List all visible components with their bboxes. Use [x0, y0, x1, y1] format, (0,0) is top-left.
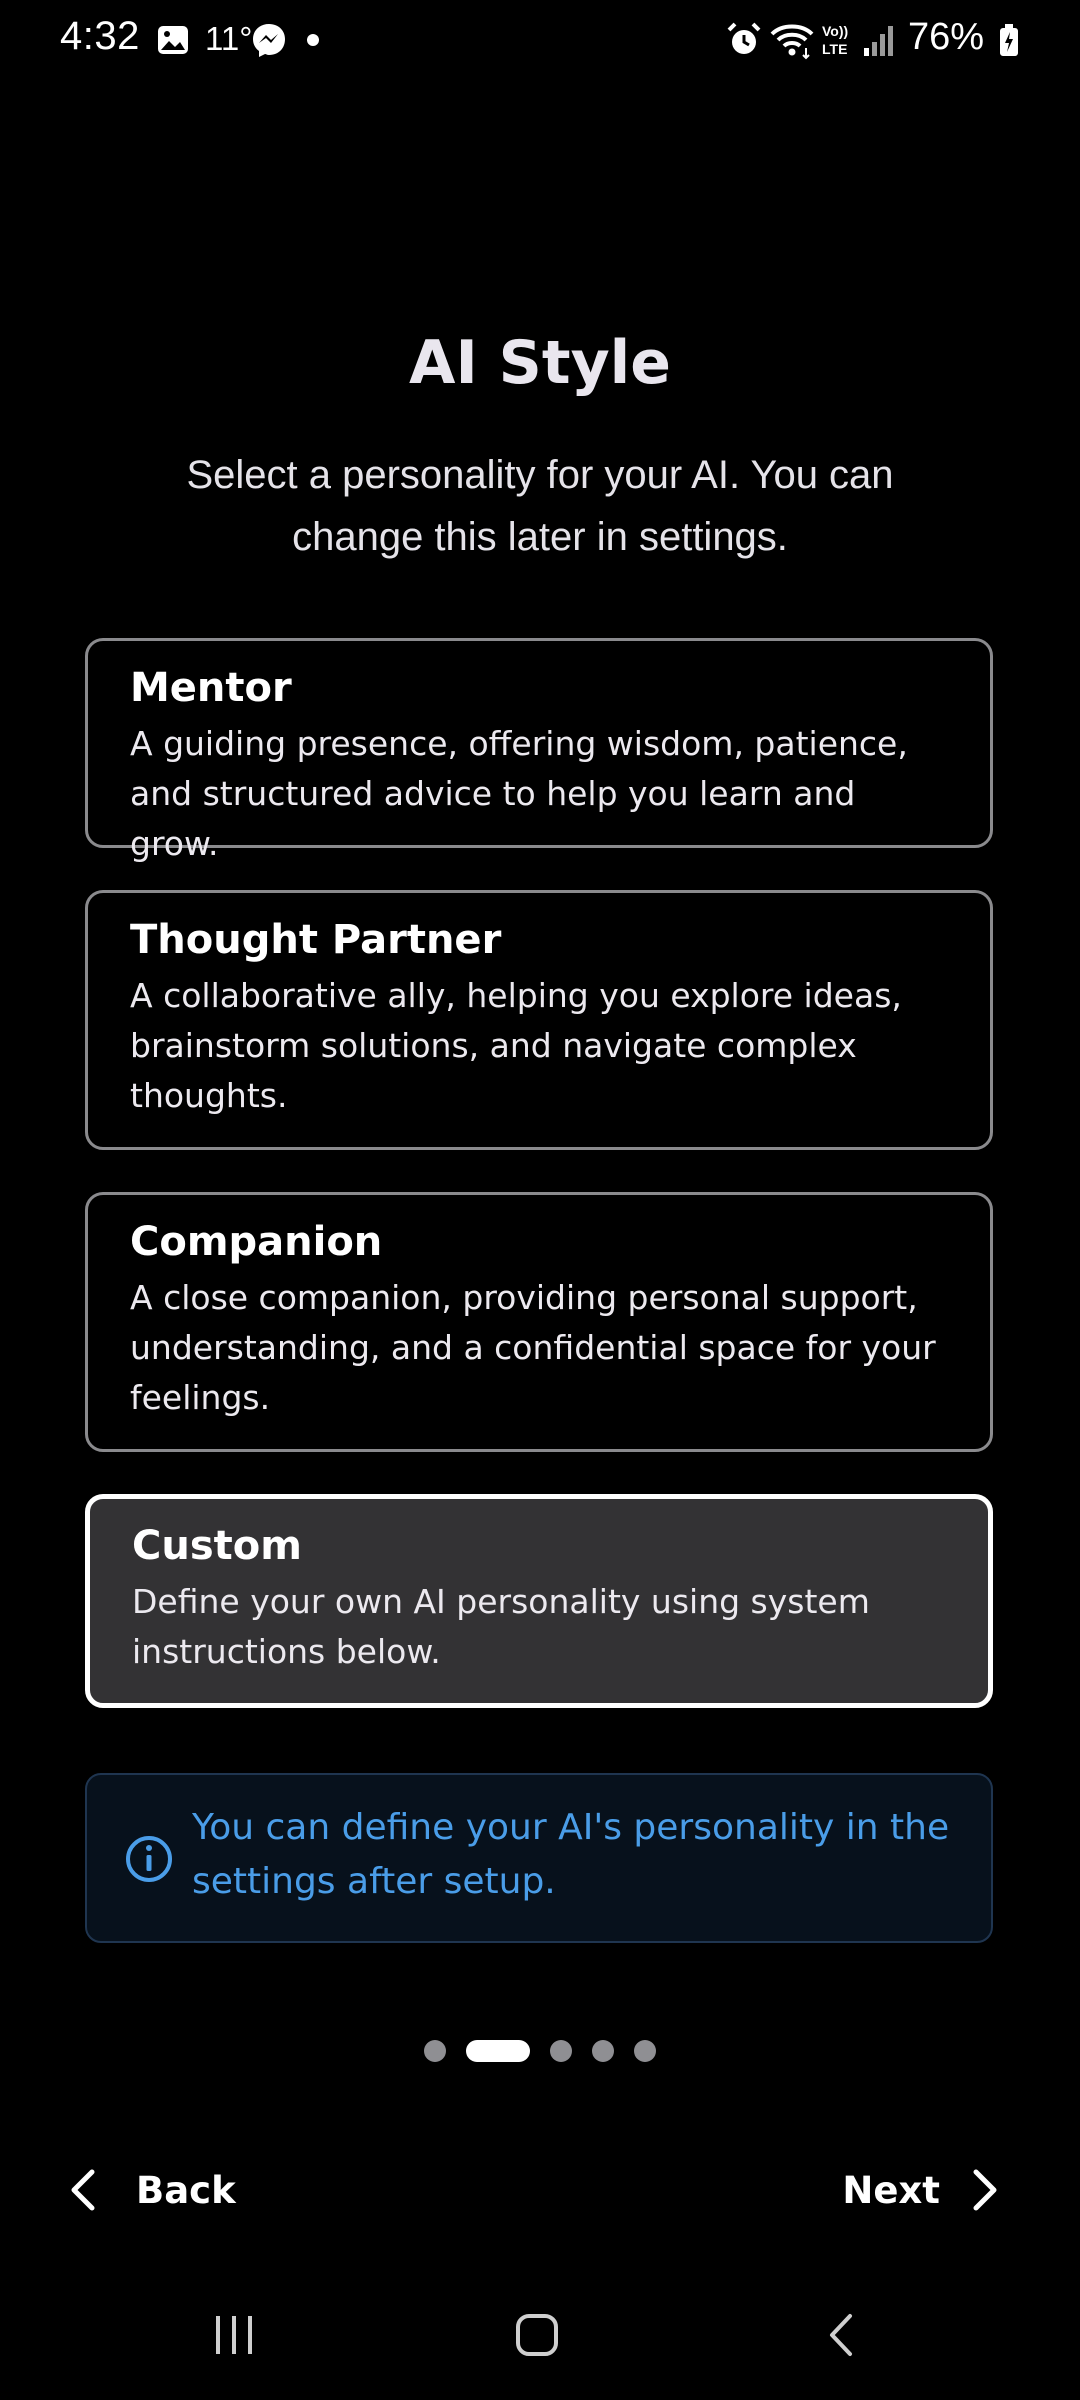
option-title: Custom [132, 1523, 302, 1569]
chevron-right-icon [970, 2168, 1000, 2212]
info-icon [123, 1833, 175, 1885]
page-indicator [0, 2040, 1080, 2064]
status-temperature: 11° [205, 20, 253, 57]
option-card-custom[interactable] [85, 1494, 993, 1708]
option-card-mentor[interactable] [85, 638, 993, 863]
alarm-icon [724, 20, 764, 60]
home-icon[interactable] [514, 2310, 560, 2360]
messenger-icon [250, 20, 288, 60]
option-description: A collaborative ally, helping you explore ideas, brainstorm solutions, and navigate complex thoughts. [130, 976, 902, 1115]
option-card-thought-partner[interactable] [85, 890, 993, 1150]
back-button[interactable] [68, 2160, 236, 2220]
image-icon [155, 20, 191, 60]
page-title: AI Style [409, 328, 671, 398]
option-title: Companion [130, 1219, 383, 1265]
option-description: Define your own AI personality using system instructions below. [132, 1582, 870, 1671]
next-label: Next [842, 2168, 940, 2212]
page-dot [424, 2040, 446, 2062]
svg-text:Vo)): Vo)) [822, 23, 849, 39]
page-dot [550, 2040, 572, 2062]
signal-icon [862, 20, 896, 60]
svg-text:LTE: LTE [822, 41, 848, 57]
system-navigation-bar [0, 2290, 1080, 2380]
recents-icon[interactable] [212, 2310, 256, 2360]
page-dot [592, 2040, 614, 2062]
option-title: Mentor [130, 665, 292, 711]
battery-percent: 76% [908, 16, 985, 58]
option-title: Thought Partner [130, 917, 502, 963]
dot-icon [306, 20, 320, 60]
volte-icon [820, 20, 856, 60]
info-text: You can define your AI's personality in the settings after setup. [192, 1807, 950, 1902]
battery-icon [998, 20, 1020, 60]
back-icon[interactable] [822, 2310, 858, 2360]
info-banner [85, 1773, 993, 1943]
status-bar [0, 0, 1080, 80]
next-button[interactable] [842, 2160, 1000, 2220]
back-label: Back [136, 2168, 236, 2212]
page-dot-active [466, 2040, 530, 2062]
option-description: A close companion, providing personal support, understanding, and a confidential space for your feelings. [130, 1278, 936, 1417]
option-description: A guiding presence, offering wisdom, patience, and structured advice to help you learn and grow. [130, 724, 908, 863]
chevron-left-icon [68, 2168, 98, 2212]
wifi-icon [770, 20, 814, 60]
option-card-companion[interactable] [85, 1192, 993, 1452]
page-subtitle: Select a personality for your AI. You can change this later in settings. [186, 453, 894, 559]
page-dot [634, 2040, 656, 2062]
status-time: 4:32 [60, 14, 140, 58]
